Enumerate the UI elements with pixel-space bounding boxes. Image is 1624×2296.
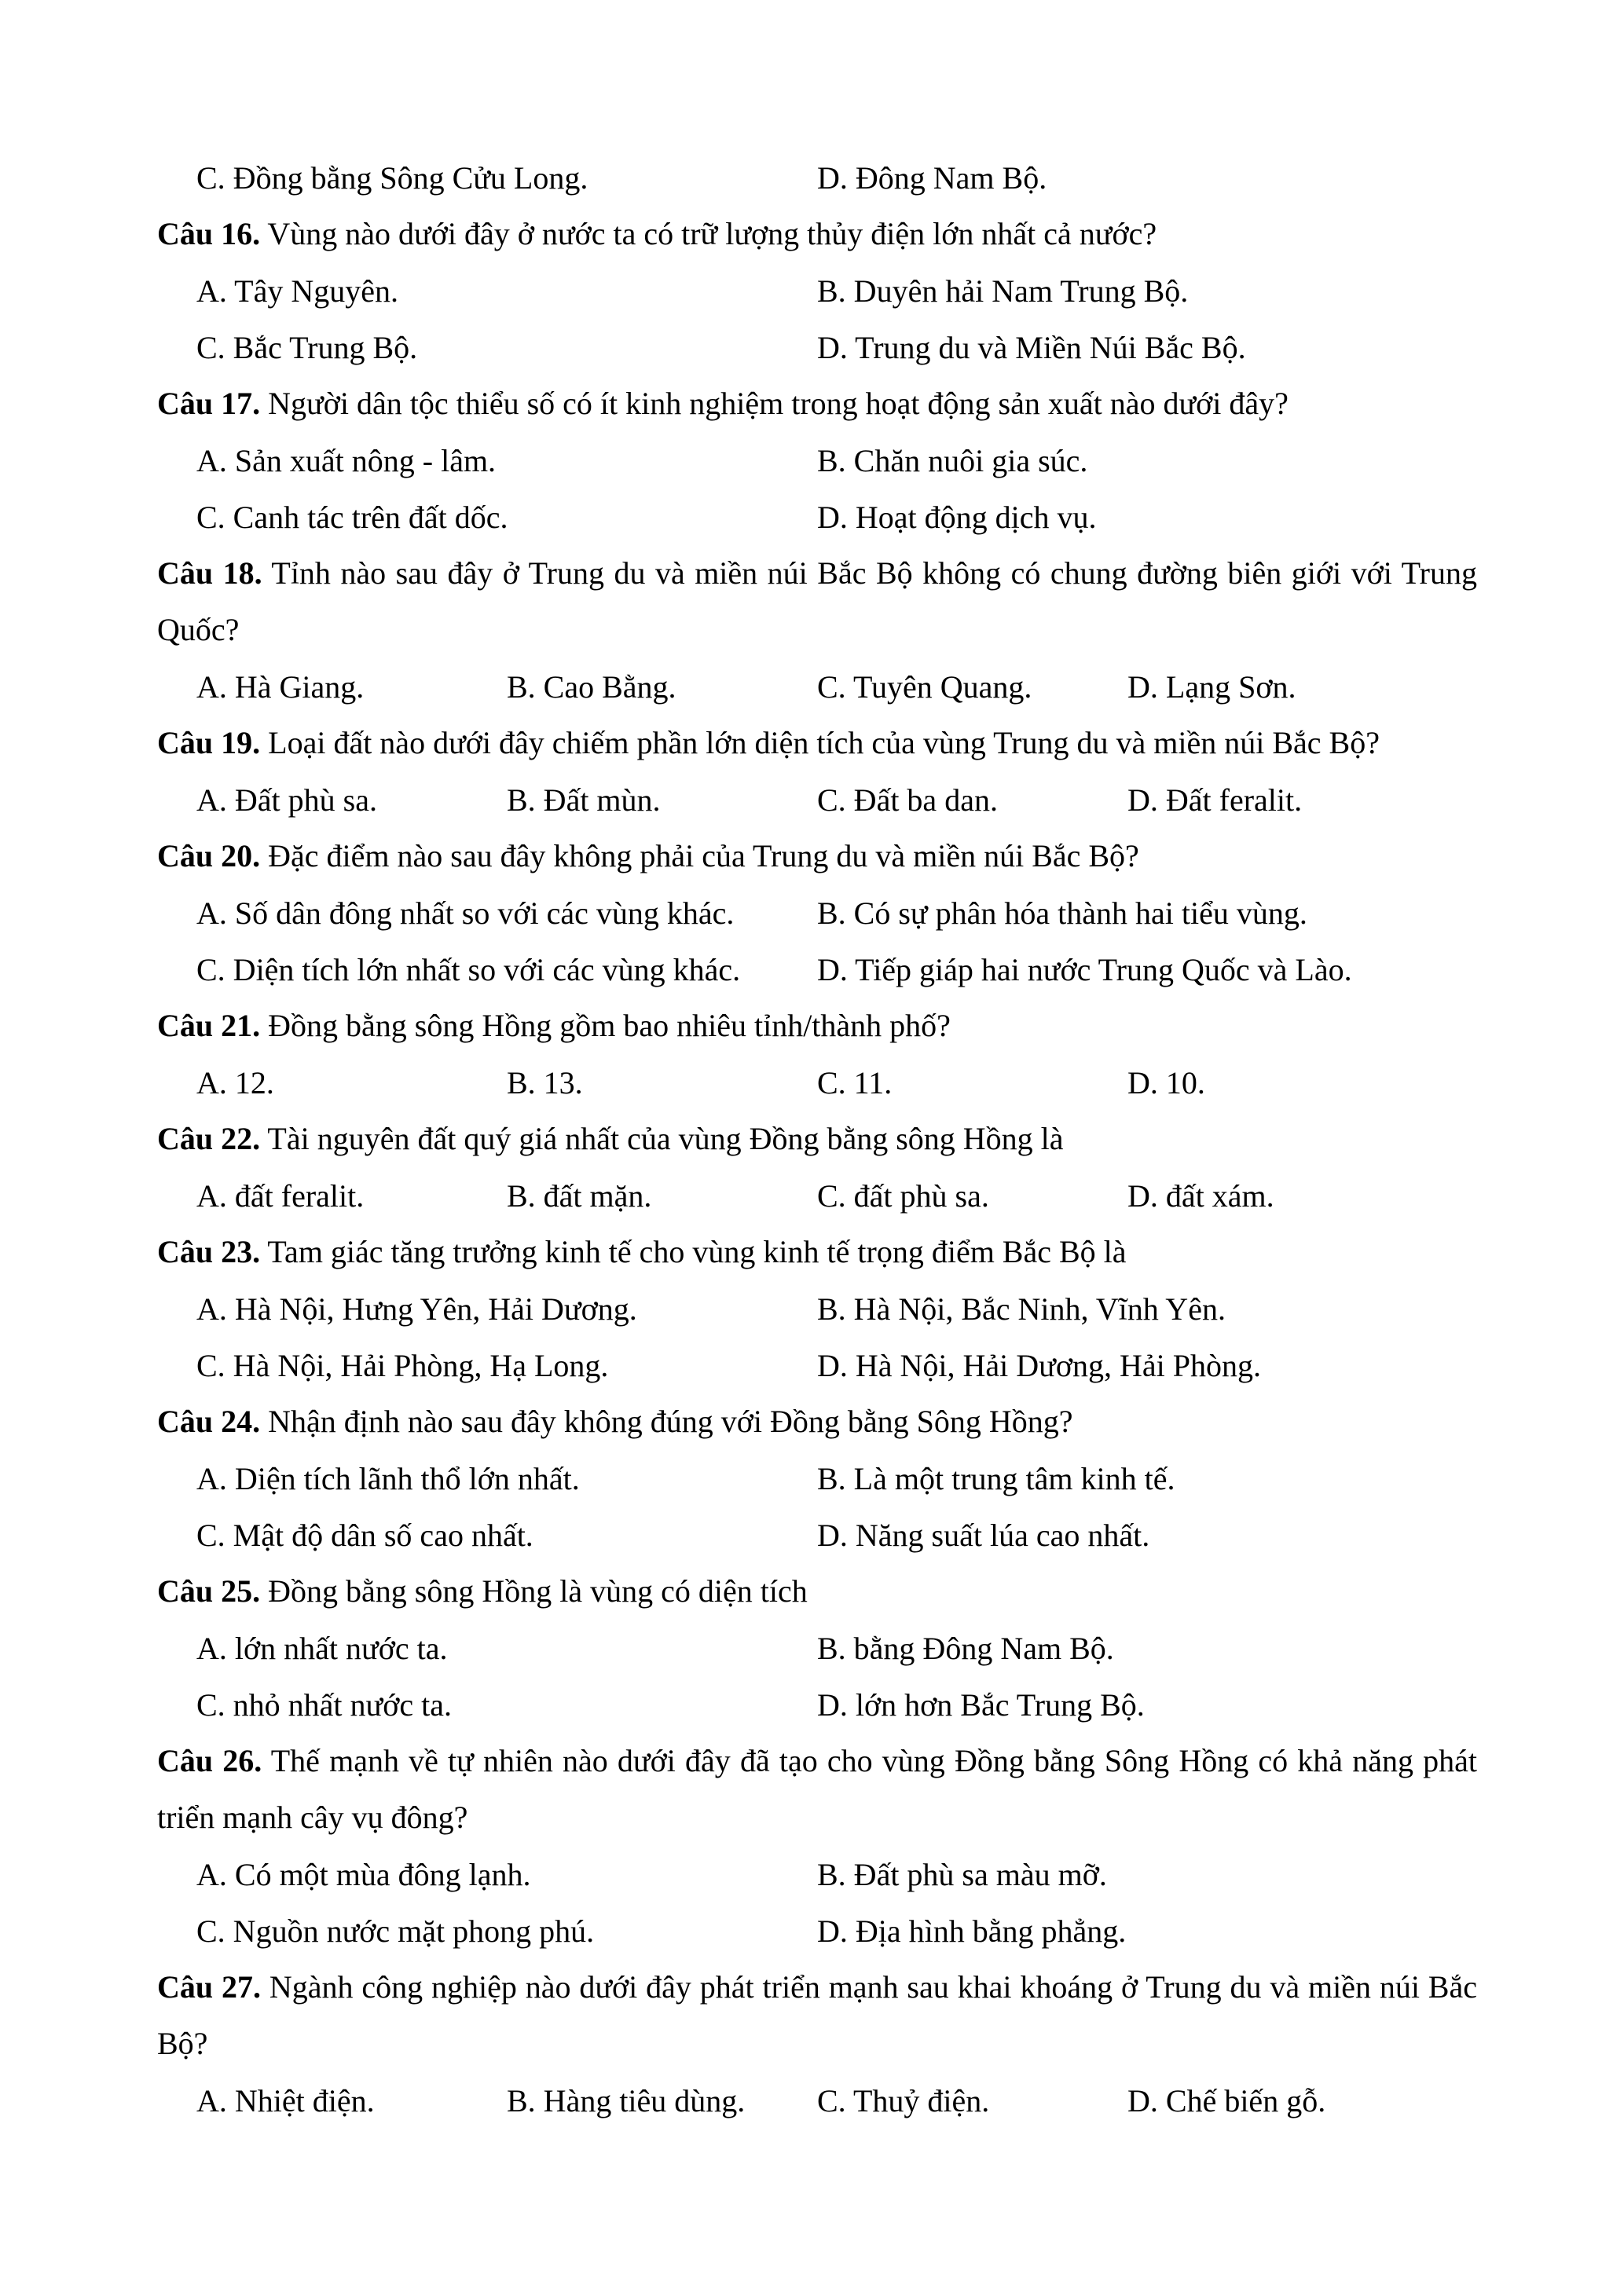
question-block <box>157 1393 1477 1563</box>
question-text: Vùng nào dưới đây ở nước ta có trữ lượng thủy điện lớn nhất cả nước? <box>260 216 1157 251</box>
question-number: Câu 19. <box>157 725 261 760</box>
answer-option-b: B. Cao Bằng. <box>507 668 676 705</box>
options-row <box>196 1846 1477 1902</box>
answer-option-b: B. Là một trung tâm kinh tế. <box>817 1460 1175 1496</box>
options-row <box>196 771 1477 828</box>
answer-option-a: A. lớn nhất nước ta. <box>196 1630 448 1666</box>
question-block <box>157 715 1477 828</box>
answer-option-a: A. Diện tích lãnh thổ lớn nhất. <box>196 1460 580 1496</box>
question-number: Câu 25. <box>157 1573 261 1609</box>
question-stem <box>157 998 1477 1054</box>
answer-option-d: D. Hoạt động dịch vụ. <box>817 499 1097 535</box>
question-stem <box>157 375 1477 432</box>
question-stem <box>157 206 1477 262</box>
answer-option-b: B. Đất phù sa màu mỡ. <box>817 1856 1107 1892</box>
options-row <box>196 1054 1477 1111</box>
question-number: Câu 24. <box>157 1404 261 1439</box>
question-stem <box>157 1563 1477 1620</box>
question-block <box>157 1563 1477 1733</box>
answer-option-d: D. Địa hình bằng phẳng. <box>817 1913 1127 1949</box>
question-number: Câu 26. <box>157 1743 262 1778</box>
answer-option-d: D. Trung du và Miền Núi Bắc Bộ. <box>817 329 1246 365</box>
answer-option-b: B. 13. <box>507 1064 583 1100</box>
answer-option-d: D. Năng suất lúa cao nhất. <box>817 1517 1150 1553</box>
question-number: Câu 18. <box>157 555 262 591</box>
answer-option-c: C. Nguồn nước mặt phong phú. <box>196 1913 595 1949</box>
question-text: Người dân tộc thiểu số có ít kinh nghiệm trong hoạt động sản xuất nào dưới đây? <box>260 386 1289 421</box>
options-row <box>196 1167 1477 1224</box>
options-row <box>196 1620 1477 1676</box>
question-number: Câu 23. <box>157 1234 261 1269</box>
answer-option-c: C. đất phù sa. <box>817 1177 989 1214</box>
answer-option-a: A. Hà Nội, Hưng Yên, Hải Dương. <box>196 1291 637 1327</box>
question-stem <box>157 828 1477 884</box>
question-block <box>157 998 1477 1111</box>
document-page <box>157 149 1477 2129</box>
options-row <box>196 941 1477 998</box>
options-row <box>196 1337 1477 1393</box>
answer-option-b: B. Chăn nuôi gia súc. <box>817 442 1088 478</box>
question-text: Đặc điểm nào sau đây không phải của Trung du và miền núi Bắc Bộ? <box>260 838 1139 873</box>
answer-option-c: C. Mật độ dân số cao nhất. <box>196 1517 533 1553</box>
options-row <box>196 262 1477 319</box>
answer-option-b: B. Đất mùn. <box>507 782 661 818</box>
answer-option-c: C. Canh tác trên đất dốc. <box>196 499 508 535</box>
question-block <box>157 545 1477 715</box>
carryover-options-row <box>196 149 1477 206</box>
options-row <box>196 319 1477 375</box>
options-row <box>196 2072 1477 2129</box>
question-block <box>157 1733 1477 1959</box>
option-d: D. Đông Nam Bộ. <box>817 159 1047 196</box>
answer-option-a: A. Số dân đông nhất so với các vùng khác. <box>196 895 735 931</box>
answer-option-a: A. Nhiệt điện. <box>196 2082 375 2118</box>
answer-option-d: D. lớn hơn Bắc Trung Bộ. <box>817 1686 1145 1723</box>
question-list <box>157 206 1477 2129</box>
question-text: Tài nguyên đất quý giá nhất của vùng Đồng bằng sông Hồng là <box>260 1121 1064 1156</box>
answer-option-c: C. Bắc Trung Bộ. <box>196 329 418 365</box>
answer-option-d: D. Lạng Sơn. <box>1127 668 1296 705</box>
answer-option-d: D. Chế biến gỗ. <box>1127 2082 1326 2118</box>
answer-option-b: B. Hà Nội, Bắc Ninh, Vĩnh Yên. <box>817 1291 1226 1327</box>
answer-option-b: B. đất mặn. <box>507 1177 652 1214</box>
options-row <box>196 1507 1477 1563</box>
options-row <box>196 432 1477 489</box>
question-block <box>157 1111 1477 1224</box>
answer-option-a: A. Có một mùa đông lạnh. <box>196 1856 531 1892</box>
question-text: Loại đất nào dưới đây chiếm phần lớn diện tích của vùng Trung du và miền núi Bắc Bộ? <box>260 725 1380 760</box>
answer-option-c: C. Tuyên Quang. <box>817 668 1032 705</box>
question-text: Đồng bằng sông Hồng gồm bao nhiêu tỉnh/thành phố? <box>260 1008 951 1043</box>
question-block <box>157 828 1477 998</box>
answer-option-b: B. Hàng tiêu dùng. <box>507 2082 746 2118</box>
answer-option-b: B. Có sự phân hóa thành hai tiểu vùng. <box>817 895 1307 931</box>
answer-option-d: D. Tiếp giáp hai nước Trung Quốc và Lào. <box>817 951 1352 987</box>
options-row <box>196 884 1477 941</box>
question-text: Tỉnh nào sau đây ở Trung du và miền núi Bắc Bộ không có chung đường biên giới với Trung Quốc? <box>157 555 1477 647</box>
answer-option-c: C. Diện tích lớn nhất so với các vùng khác. <box>196 951 741 987</box>
question-stem <box>157 715 1477 771</box>
answer-option-b: B. Duyên hải Nam Trung Bộ. <box>817 273 1189 309</box>
question-stem <box>157 1733 1477 1846</box>
question-block <box>157 1224 1477 1393</box>
answer-option-c: C. Đất ba dan. <box>817 782 998 818</box>
question-number: Câu 27. <box>157 1969 261 2005</box>
answer-option-d: D. Đất feralit. <box>1127 782 1303 818</box>
answer-option-c: C. 11. <box>817 1064 893 1100</box>
answer-option-a: A. đất feralit. <box>196 1177 365 1214</box>
question-text: Tam giác tăng trưởng kinh tế cho vùng kinh tế trọng điểm Bắc Bộ là <box>260 1234 1127 1269</box>
question-number: Câu 20. <box>157 838 261 873</box>
question-text: Nhận định nào sau đây không đúng với Đồng bằng Sông Hồng? <box>260 1404 1073 1439</box>
question-number: Câu 16. <box>157 216 261 251</box>
options-row <box>196 1280 1477 1337</box>
answer-option-a: A. Đất phù sa. <box>196 782 377 818</box>
answer-option-c: C. Thuỷ điện. <box>817 2082 990 2118</box>
question-number: Câu 17. <box>157 386 261 421</box>
answer-option-c: C. Hà Nội, Hải Phòng, Hạ Long. <box>196 1347 609 1383</box>
option-c: C. Đồng bằng Sông Cửu Long. <box>196 159 588 196</box>
options-row <box>196 1676 1477 1733</box>
question-stem <box>157 1111 1477 1167</box>
question-stem <box>157 1224 1477 1280</box>
question-block <box>157 206 1477 375</box>
options-row <box>196 1902 1477 1959</box>
question-text: Đồng bằng sông Hồng là vùng có diện tích <box>260 1573 808 1609</box>
question-block <box>157 375 1477 545</box>
options-row <box>196 658 1477 715</box>
answer-option-a: A. Tây Nguyên. <box>196 273 398 309</box>
question-number: Câu 22. <box>157 1121 261 1156</box>
answer-option-a: A. Sản xuất nông - lâm. <box>196 442 497 478</box>
question-stem <box>157 1959 1477 2072</box>
question-text: Ngành công nghiệp nào dưới đây phát triển mạnh sau khai khoáng ở Trung du và miền núi Bắc Bộ? <box>157 1969 1477 2061</box>
question-block <box>157 1959 1477 2129</box>
answer-option-b: B. bằng Đông Nam Bộ. <box>817 1630 1114 1666</box>
answer-option-a: A. 12. <box>196 1064 274 1100</box>
options-row <box>196 1450 1477 1507</box>
answer-option-a: A. Hà Giang. <box>196 668 365 705</box>
answer-option-c: C. nhỏ nhất nước ta. <box>196 1686 452 1723</box>
question-text: Thế mạnh về tự nhiên nào dưới đây đã tạo cho vùng Đồng bằng Sông Hồng có khả năng phát triển mạnh cây vụ đông? <box>157 1743 1477 1835</box>
answer-option-d: D. đất xám. <box>1127 1177 1274 1214</box>
answer-option-d: D. 10. <box>1127 1064 1205 1100</box>
question-number: Câu 21. <box>157 1008 261 1043</box>
options-row <box>196 489 1477 545</box>
answer-option-d: D. Hà Nội, Hải Dương, Hải Phòng. <box>817 1347 1261 1383</box>
question-stem <box>157 1393 1477 1450</box>
question-stem <box>157 545 1477 658</box>
